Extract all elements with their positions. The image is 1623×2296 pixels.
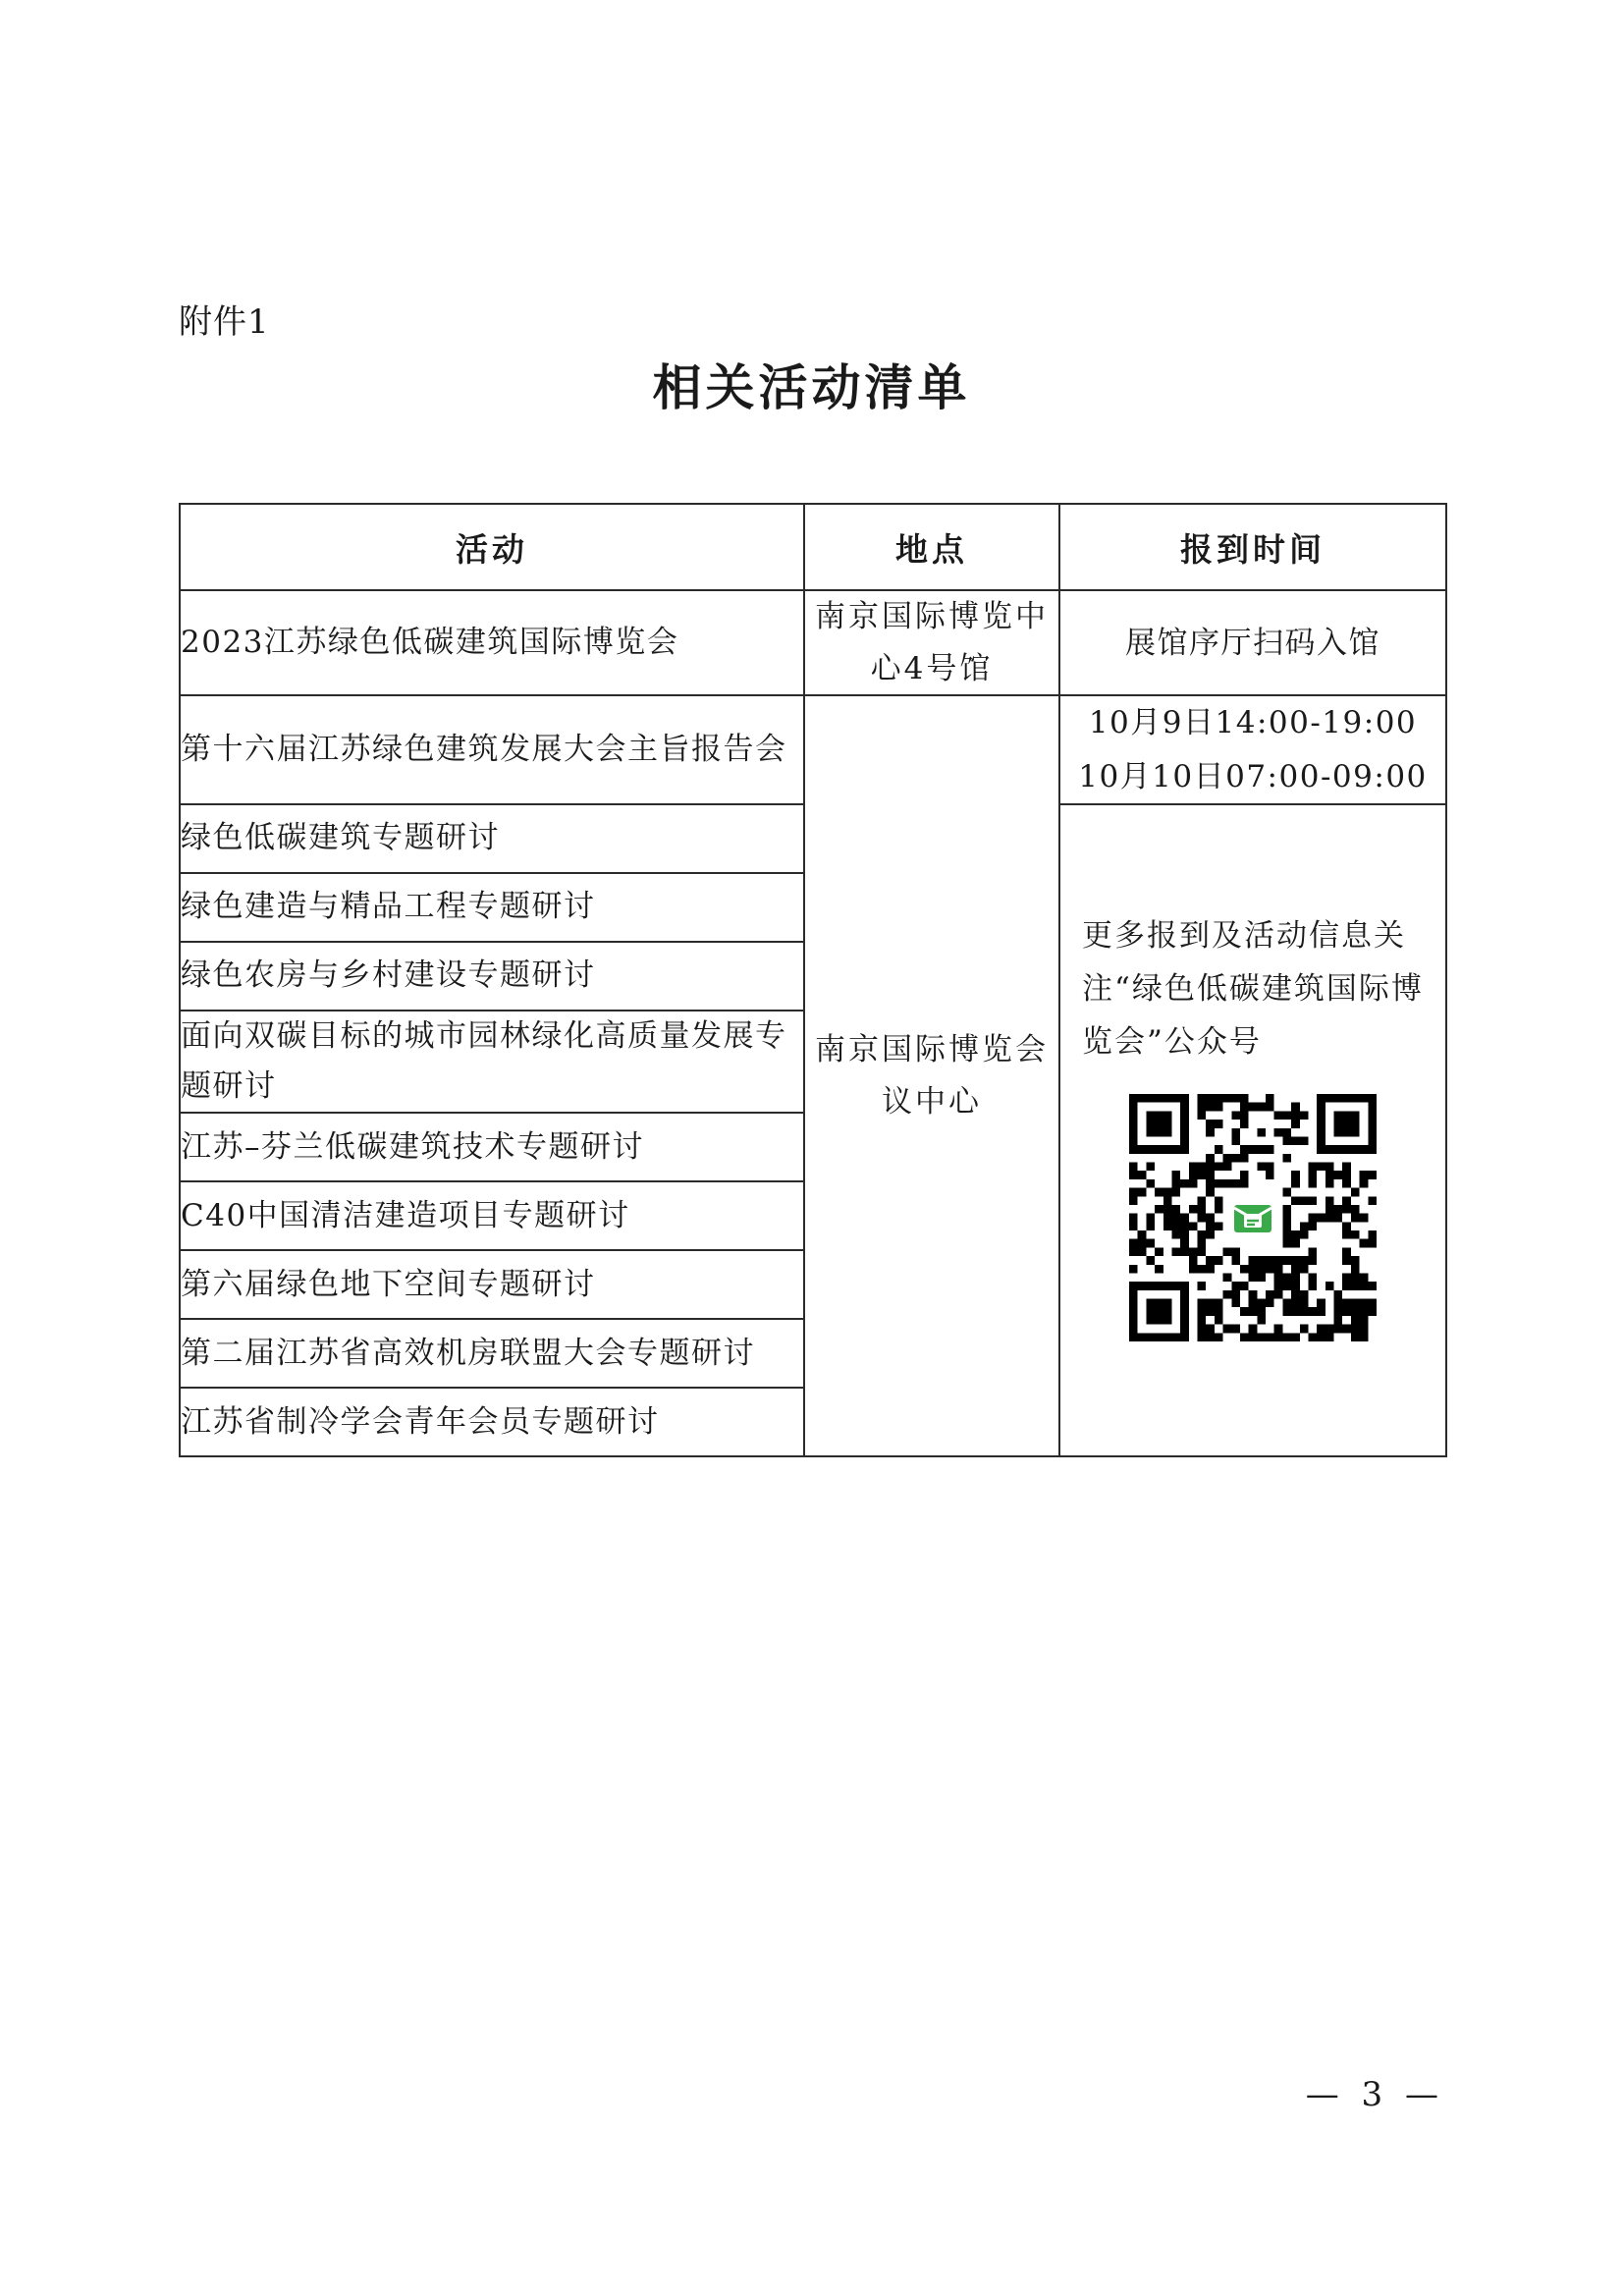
- activity-cell: 面向双碳目标的城市园林绿化高质量发展专题研讨: [180, 1011, 804, 1113]
- activities-table: [179, 503, 1447, 1457]
- time-line-1: 10月9日14:00-19:00: [1088, 705, 1418, 741]
- activity-cell: 第二届江苏省高效机房联盟大会专题研讨: [180, 1319, 804, 1388]
- info-text: 更多报到及活动信息关注“绿色低碳建筑国际博览会”公众号: [1082, 917, 1424, 1061]
- activity-cell: 江苏–芬兰低碳建筑技术专题研讨: [180, 1113, 804, 1181]
- activities-table-container: [179, 503, 1445, 1457]
- activity-cell: 绿色低碳建筑专题研讨: [180, 804, 804, 873]
- time-cell-merged-schedule: [1059, 695, 1446, 804]
- time-cell: 展馆序厅扫码入馆: [1059, 590, 1446, 695]
- place-cell: 南京国际博览中心4号馆: [804, 590, 1059, 695]
- activity-cell: 第六届绿色地下空间专题研讨: [180, 1250, 804, 1319]
- activity-cell: 江苏省制冷学会青年会员专题研讨: [180, 1388, 804, 1456]
- activity-cell: 第十六届江苏绿色建筑发展大会主旨报告会: [180, 695, 804, 804]
- table-header-row: [180, 504, 1446, 590]
- place-cell-merged: 南京国际博览会议中心: [804, 695, 1059, 1456]
- qr-code[interactable]: [1129, 1094, 1377, 1341]
- time-line-2: 10月10日07:00-09:00: [1078, 758, 1428, 794]
- attachment-label: 附件1: [179, 302, 270, 342]
- column-header-time: 报到时间: [1059, 504, 1446, 590]
- activity-cell: 绿色建造与精品工程专题研讨: [180, 873, 804, 942]
- column-header-activity: 活动: [180, 504, 804, 590]
- column-header-place: 地点: [804, 504, 1059, 590]
- qr-logo-icon: [1225, 1190, 1280, 1245]
- time-cell-merged-info: [1059, 804, 1446, 1456]
- table-row: [180, 695, 1446, 804]
- page-number: — 3 —: [1305, 2075, 1444, 2114]
- activity-cell: 2023江苏绿色低碳建筑国际博览会: [180, 590, 804, 695]
- table-row: [180, 590, 1446, 695]
- page-title: 相关活动清单: [652, 358, 971, 416]
- activity-cell: 绿色农房与乡村建设专题研讨: [180, 942, 804, 1011]
- activity-cell: C40中国清洁建造项目专题研讨: [180, 1181, 804, 1250]
